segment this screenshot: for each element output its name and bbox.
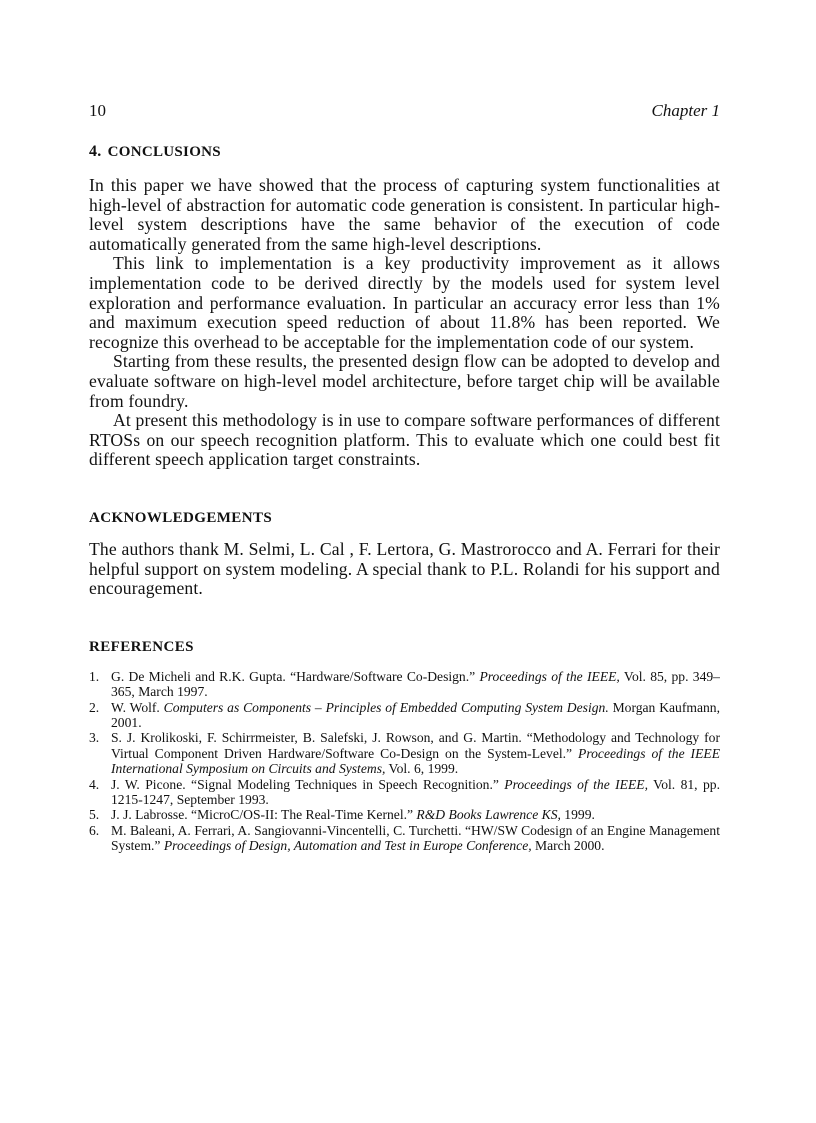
reference-number: 2. [89, 699, 100, 715]
reference-number: 5. [89, 807, 100, 823]
reference-number: 1. [89, 668, 100, 684]
reference-text [111, 777, 720, 808]
reference-text [111, 669, 720, 700]
reference-details: Morgan Kaufmann, 2001. [111, 699, 720, 730]
reference-details: 1999. [560, 807, 595, 823]
conclusions-paragraph: At present this methodology is in use to compare software performances of different RTOSs on our speech recognition platform. This to evaluate which one could best fit different speech application target constraints. [89, 410, 720, 470]
reference-text [111, 823, 720, 854]
reference-authors-title: M. Baleani, A. Ferrari, A. Sangiovanni-Vincentelli, C. Turchetti. “HW/SW Codesign of an Engine Management System.” [111, 822, 720, 854]
page-number: 10 [89, 101, 106, 120]
conclusions-paragraph: Starting from these results, the presented design flow can be adopted to develop and evaluate software on high-level model architecture, before target chip will be available from foundry. [89, 351, 720, 411]
conclusions-paragraph: In this paper we have showed that the process of capturing system functionalities at high-level of abstraction for automatic code generation is consistent. In particular high-level system descriptions have the same behavior of the execution of code automatically generated from the same high-level descriptions. [89, 175, 720, 254]
acknowledgements-paragraph: The authors thank M. Selmi, L. Cal , F. Lertora, G. Mastrorocco and A. Ferrari for their helpful support on system modeling. A special thank to P.L. Rolandi for his support and encouragement. [89, 538, 720, 599]
reference-venue: Proceedings of Design, Automation and Test in Europe Conference, [163, 838, 532, 854]
section-number: 4. [89, 143, 102, 160]
reference-venue: Proceedings of the IEEE, [504, 776, 648, 792]
chapter-label: Chapter 1 [651, 101, 720, 120]
reference-venue: Proceedings of the IEEE International Symposium on Circuits and Systems, [111, 745, 720, 777]
reference-details: Vol. 85, pp. 349–365, March 1997. [111, 668, 720, 700]
reference-authors-title: J. W. Picone. “Signal Modeling Techniques in Speech Recognition.” [111, 776, 505, 792]
reference-text [111, 730, 720, 776]
reference-text [111, 700, 720, 731]
reference-details: March 2000. [531, 838, 605, 854]
references-list [89, 669, 720, 854]
reference-venue: Computers as Components – Principles of Embedded Computing System Design. [163, 699, 609, 715]
conclusions-paragraph: This link to implementation is a key productivity improvement as it allows implementation code to be derived directly by the models used for system level exploration and performance evaluation. In particular an accuracy error less than 1% and maximum execution speed reduction of about 11.8% has been reported. We recognize this overhead to be acceptable for the implementation code of our system. [89, 253, 720, 352]
acknowledgements-body [89, 540, 720, 599]
reference-item [89, 669, 720, 700]
reference-item [89, 700, 720, 731]
conclusions-body [89, 176, 720, 470]
reference-venue: R&D Books Lawrence KS, [416, 807, 561, 823]
reference-authors-title: G. De Micheli and R.K. Gupta. “Hardware/Software Co-Design.” [111, 668, 480, 684]
reference-item [89, 730, 720, 776]
reference-number: 3. [89, 730, 100, 746]
reference-venue: Proceedings of the IEEE, [479, 668, 620, 684]
reference-item [89, 823, 720, 854]
reference-number: 4. [89, 776, 100, 792]
reference-details: Vol. 6, 1999. [385, 761, 459, 777]
references-heading: REFERENCES [89, 638, 194, 655]
reference-item [89, 807, 720, 822]
conclusions-heading [89, 142, 720, 162]
reference-authors-title: W. Wolf. [111, 699, 164, 715]
acknowledgements-heading: ACKNOWLEDGEMENTS [89, 509, 273, 526]
reference-authors-title: S. J. Krolikoski, F. Schirrmeister, B. Salefski, J. Rowson, and G. Martin. “Methodology and Technology for Virtual Component Driven Hardware/Software Co-Design on the System-Level.” [111, 730, 720, 761]
reference-details: Vol. 81, pp. 1215-1247, September 1993. [111, 776, 720, 807]
reference-text [111, 807, 720, 822]
reference-item [89, 777, 720, 808]
page [89, 100, 720, 854]
section-title: CONCLUSIONS [107, 144, 221, 160]
reference-number: 6. [89, 822, 100, 838]
running-head [89, 100, 720, 122]
reference-authors-title: J. J. Labrosse. “MicroC/OS-II: The Real-Time Kernel.” [111, 807, 417, 823]
